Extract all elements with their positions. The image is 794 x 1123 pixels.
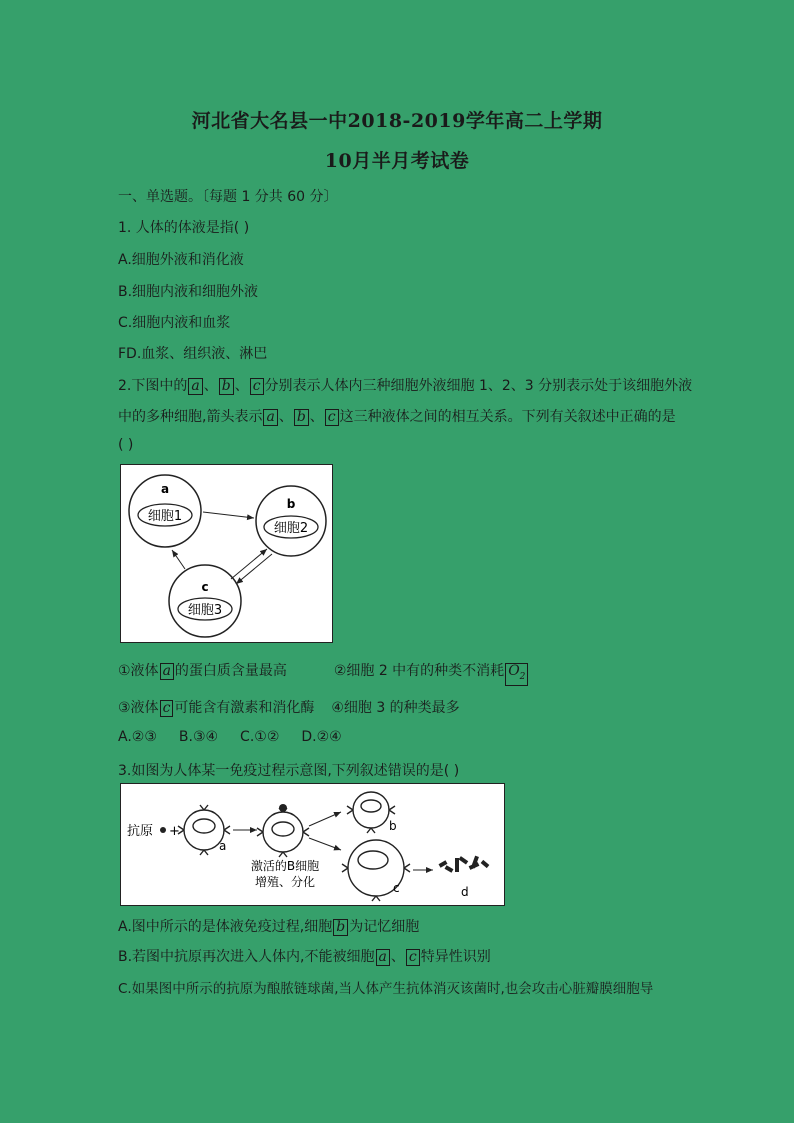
antigen-label: 抗原 bbox=[127, 824, 154, 839]
q2-statement-text: ②细胞 2 中有的种类不消耗 bbox=[333, 663, 505, 679]
q3-option-text: B.若图中抗原再次进入人体内,不能被细胞 bbox=[118, 949, 375, 965]
q2-sep: 、 bbox=[203, 378, 218, 394]
arrow-b-to-c bbox=[236, 554, 272, 584]
activated-b-cell bbox=[257, 808, 309, 857]
antigen-dot bbox=[160, 827, 166, 833]
arrow-a-to-b bbox=[203, 512, 254, 518]
cell1-label: 细胞1 bbox=[147, 509, 183, 524]
cell2-label: 细胞2 bbox=[273, 521, 309, 536]
arrow-to-c bbox=[309, 838, 341, 850]
q2-sep: 、 bbox=[278, 409, 293, 425]
q1-option-d: FD.血浆、组织液、淋巴 bbox=[118, 346, 268, 362]
q2-stem-text: 2.下图中的 bbox=[118, 378, 188, 394]
cell-c bbox=[342, 840, 410, 901]
q2-statement-1 bbox=[118, 663, 287, 679]
o2-subscript: 2 bbox=[519, 671, 526, 682]
q3-option-c: C.如果图中所示的抗原为酿脓链球菌,当人体产生抗体消灭该菌时,也会攻击心脏瓣膜细胞导 bbox=[118, 981, 654, 997]
activated-label-1: 激活的B细胞 bbox=[250, 859, 320, 873]
fluid-b-label: b bbox=[286, 497, 296, 511]
q2-sep: 、 bbox=[234, 378, 249, 394]
arrow-c-to-a bbox=[172, 550, 185, 569]
cell-b-label: b bbox=[389, 819, 397, 833]
q1-option-a: A.细胞外液和消化液 bbox=[118, 252, 244, 268]
antibodies-label: d bbox=[461, 885, 469, 899]
q1-option-b: B.细胞内液和细胞外液 bbox=[118, 284, 259, 300]
q2-stem-line1 bbox=[118, 375, 692, 395]
q3-box-a: a bbox=[376, 949, 390, 966]
q2-statement-text: 可能含有激素和消化酶 bbox=[174, 700, 315, 716]
q2-stem-text: 分别表示人体内三种细胞外液细胞 1、2、3 分别表示处于该细胞外液 bbox=[264, 378, 693, 394]
q2-statement-text: 的蛋白质含量最高 bbox=[174, 663, 287, 679]
antibodies-d bbox=[439, 856, 490, 873]
q2-box-c: c bbox=[160, 700, 174, 717]
q2-statement-2 bbox=[333, 663, 530, 682]
q2-statement-3 bbox=[118, 700, 314, 716]
q3-box-c: c bbox=[406, 949, 420, 966]
arrow-c-to-b bbox=[231, 549, 267, 579]
q2-box-a: a bbox=[263, 409, 277, 426]
q3-option-b bbox=[118, 946, 491, 966]
arrow-to-b bbox=[309, 812, 341, 826]
q2-stem-line2 bbox=[118, 406, 676, 426]
cell-b bbox=[347, 792, 395, 833]
cell-a-label: a bbox=[219, 839, 227, 853]
cell-c-label: c bbox=[393, 881, 400, 895]
q1-option-c: C.细胞内液和血浆 bbox=[118, 315, 231, 331]
q3-option-text: 为记忆细胞 bbox=[349, 919, 420, 935]
q2-box-c: c bbox=[250, 378, 264, 395]
fluid-a-label: a bbox=[160, 482, 170, 496]
exam-title-line2: 10月半月考试卷 bbox=[324, 150, 470, 172]
q2-box-a: a bbox=[188, 378, 202, 395]
q2-choice-c: C.①② bbox=[240, 729, 280, 745]
q2-stem-text: 这三种液体之间的相互关系。下列有关叙述中正确的是 bbox=[339, 409, 676, 425]
q2-choice-a: A.②③ bbox=[118, 729, 157, 745]
q3-stem: 3.如图为人体某一免疫过程示意图,下列叙述错误的是( ) bbox=[118, 763, 460, 779]
q2-statement-1-2 bbox=[118, 660, 529, 686]
q1-stem: 1. 人体的体液是指( ) bbox=[118, 220, 250, 236]
q3-sep: 、 bbox=[390, 949, 405, 965]
q2-box-c: c bbox=[325, 409, 339, 426]
q2-stem-text: 中的多种细胞,箭头表示 bbox=[118, 409, 263, 425]
o2-symbol: O bbox=[508, 663, 520, 679]
q2-statement-text: ①液体 bbox=[118, 663, 159, 679]
q2-statement-3-4 bbox=[118, 697, 460, 717]
fluid-c-label: c bbox=[201, 580, 209, 594]
q3-option-text: 特异性识别 bbox=[420, 949, 491, 965]
plus-sign: + bbox=[169, 824, 180, 839]
q2-choices bbox=[118, 729, 372, 745]
exam-title-line1: 河北省大名县一中2018-2019学年高二上学期 bbox=[191, 110, 603, 132]
q2-body-fluid-diagram bbox=[120, 464, 333, 643]
q3-option-text: A.图中所示的是体液免疫过程,细胞 bbox=[118, 919, 333, 935]
q2-statement-text: ③液体 bbox=[118, 700, 159, 716]
q3-option-a bbox=[118, 916, 419, 936]
q2-box-a: a bbox=[160, 663, 174, 680]
q2-box-b: b bbox=[219, 378, 234, 395]
bound-antigen bbox=[279, 804, 287, 812]
q3-immune-diagram bbox=[120, 783, 505, 906]
q2-o2-formula bbox=[505, 663, 528, 686]
q2-sep: 、 bbox=[309, 409, 324, 425]
q2-stem-line3: ( ) bbox=[118, 437, 134, 453]
activated-label-2: 增殖、分化 bbox=[254, 875, 316, 889]
q3-box-b: b bbox=[333, 919, 348, 936]
q2-choice-b: B.③④ bbox=[178, 729, 219, 745]
q2-box-b: b bbox=[294, 409, 309, 426]
section-heading: 一、单选题。〔每题 1 分共 60 分〕 bbox=[118, 189, 338, 205]
cell3-label: 细胞3 bbox=[187, 603, 223, 618]
q2-statement-4: ④细胞 3 的种类最多 bbox=[331, 700, 460, 716]
q2-choice-d: D.②④ bbox=[301, 729, 342, 745]
fluid-c-circle bbox=[169, 565, 241, 637]
